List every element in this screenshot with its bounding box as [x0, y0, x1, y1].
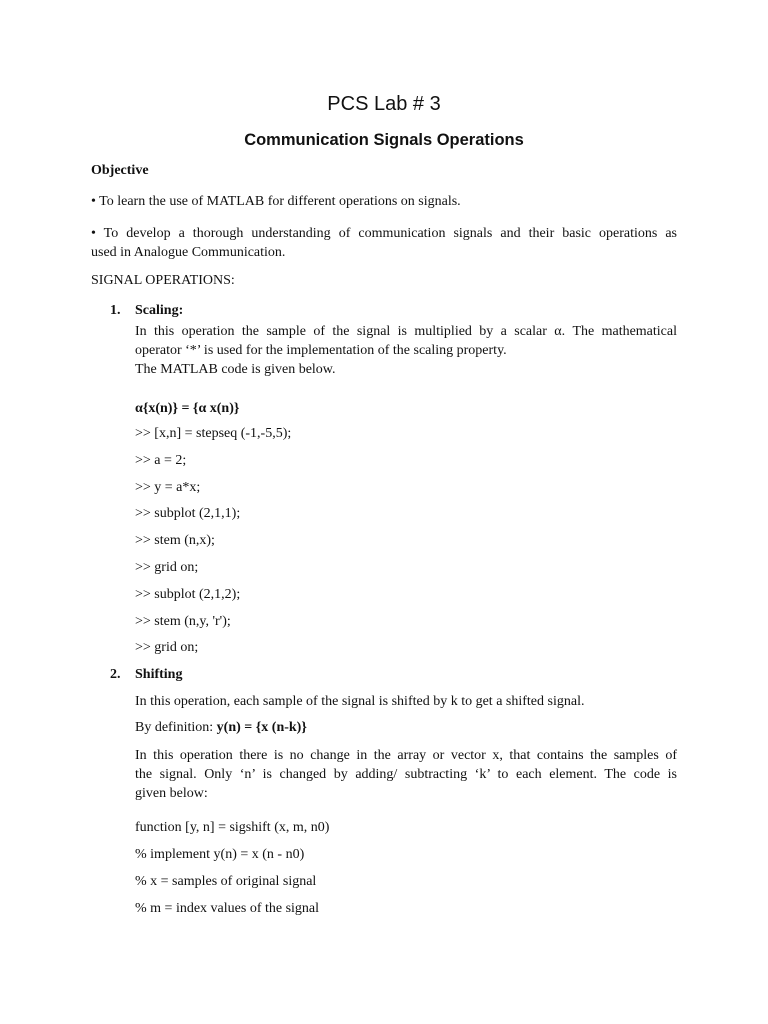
code-line: >> grid on;: [135, 640, 199, 656]
paragraph-line: operator ‘*’ is used for the implementation of the scaling property.: [135, 343, 507, 358]
bullet-item: [91, 224, 677, 262]
bullet-glyph: •: [91, 226, 96, 241]
code-line: >> a = 2;: [135, 452, 187, 468]
code-line: >> subplot (2,1,2);: [135, 586, 241, 602]
shifting-title: Shifting: [135, 667, 183, 682]
page-subtitle: Communication Signals Operations: [244, 131, 524, 149]
code-line: >> stem (n,y, 'r');: [135, 613, 231, 629]
code-line: >> y = a*x;: [135, 479, 201, 495]
paragraph-line: given below:: [135, 786, 208, 801]
code-line: % x = samples of original signal: [135, 874, 317, 889]
shifting-description: In this operation, each sample of the signal is shifted by k to get a shifted signal.: [135, 694, 585, 709]
definition-formula: y(n) = {x (n-k)}: [216, 720, 307, 735]
definition-prefix: By definition:: [135, 720, 217, 735]
objective-heading: Objective: [91, 163, 149, 178]
list-number: 2.: [110, 667, 121, 682]
code-line: >> stem (n,x);: [135, 533, 215, 549]
paragraph-line: In this operation the sample of the signal is multiplied by a scalar α. The mathematical: [135, 324, 677, 339]
bullet-item: [91, 194, 461, 210]
code-line: >> subplot (2,1,1);: [135, 506, 241, 522]
bullet-glyph: •: [91, 194, 96, 209]
paragraph-line: The MATLAB code is given below.: [135, 362, 336, 377]
code-line: % implement y(n) = x (n - n0): [135, 847, 305, 862]
code-line: >> grid on;: [135, 560, 199, 575]
scaling-description: [135, 322, 677, 379]
paragraph-line: In this operation there is no change in the array or vector x, that contains the samples of: [135, 748, 677, 763]
bullet-text: To develop a thorough understanding of communication signals and their basic operations as: [103, 226, 678, 241]
paragraph-line: the signal. Only ‘n’ is changed by adding/ subtracting ‘k’ to each element. The code is: [135, 767, 677, 782]
scaling-formula: α{x(n)} = {α x(n)}: [135, 401, 240, 416]
code-line: % m = index values of the signal: [135, 901, 320, 916]
scaling-title: Scaling:: [135, 303, 184, 318]
bullet-text: To learn the use of MATLAB for different operations on signals.: [99, 194, 461, 209]
section-heading: SIGNAL OPERATIONS:: [91, 273, 235, 288]
code-line: function [y, n] = sigshift (x, m, n0): [135, 820, 330, 835]
page-title: PCS Lab # 3: [327, 93, 441, 115]
list-number: 1.: [110, 303, 121, 318]
code-line: >> [x,n] = stepseq (-1,-5,5);: [135, 426, 292, 441]
bullet-line: [91, 224, 677, 243]
shifting-definition: [135, 720, 307, 736]
shifting-explanation: [135, 746, 677, 803]
bullet-line: used in Analogue Communication.: [91, 245, 286, 260]
